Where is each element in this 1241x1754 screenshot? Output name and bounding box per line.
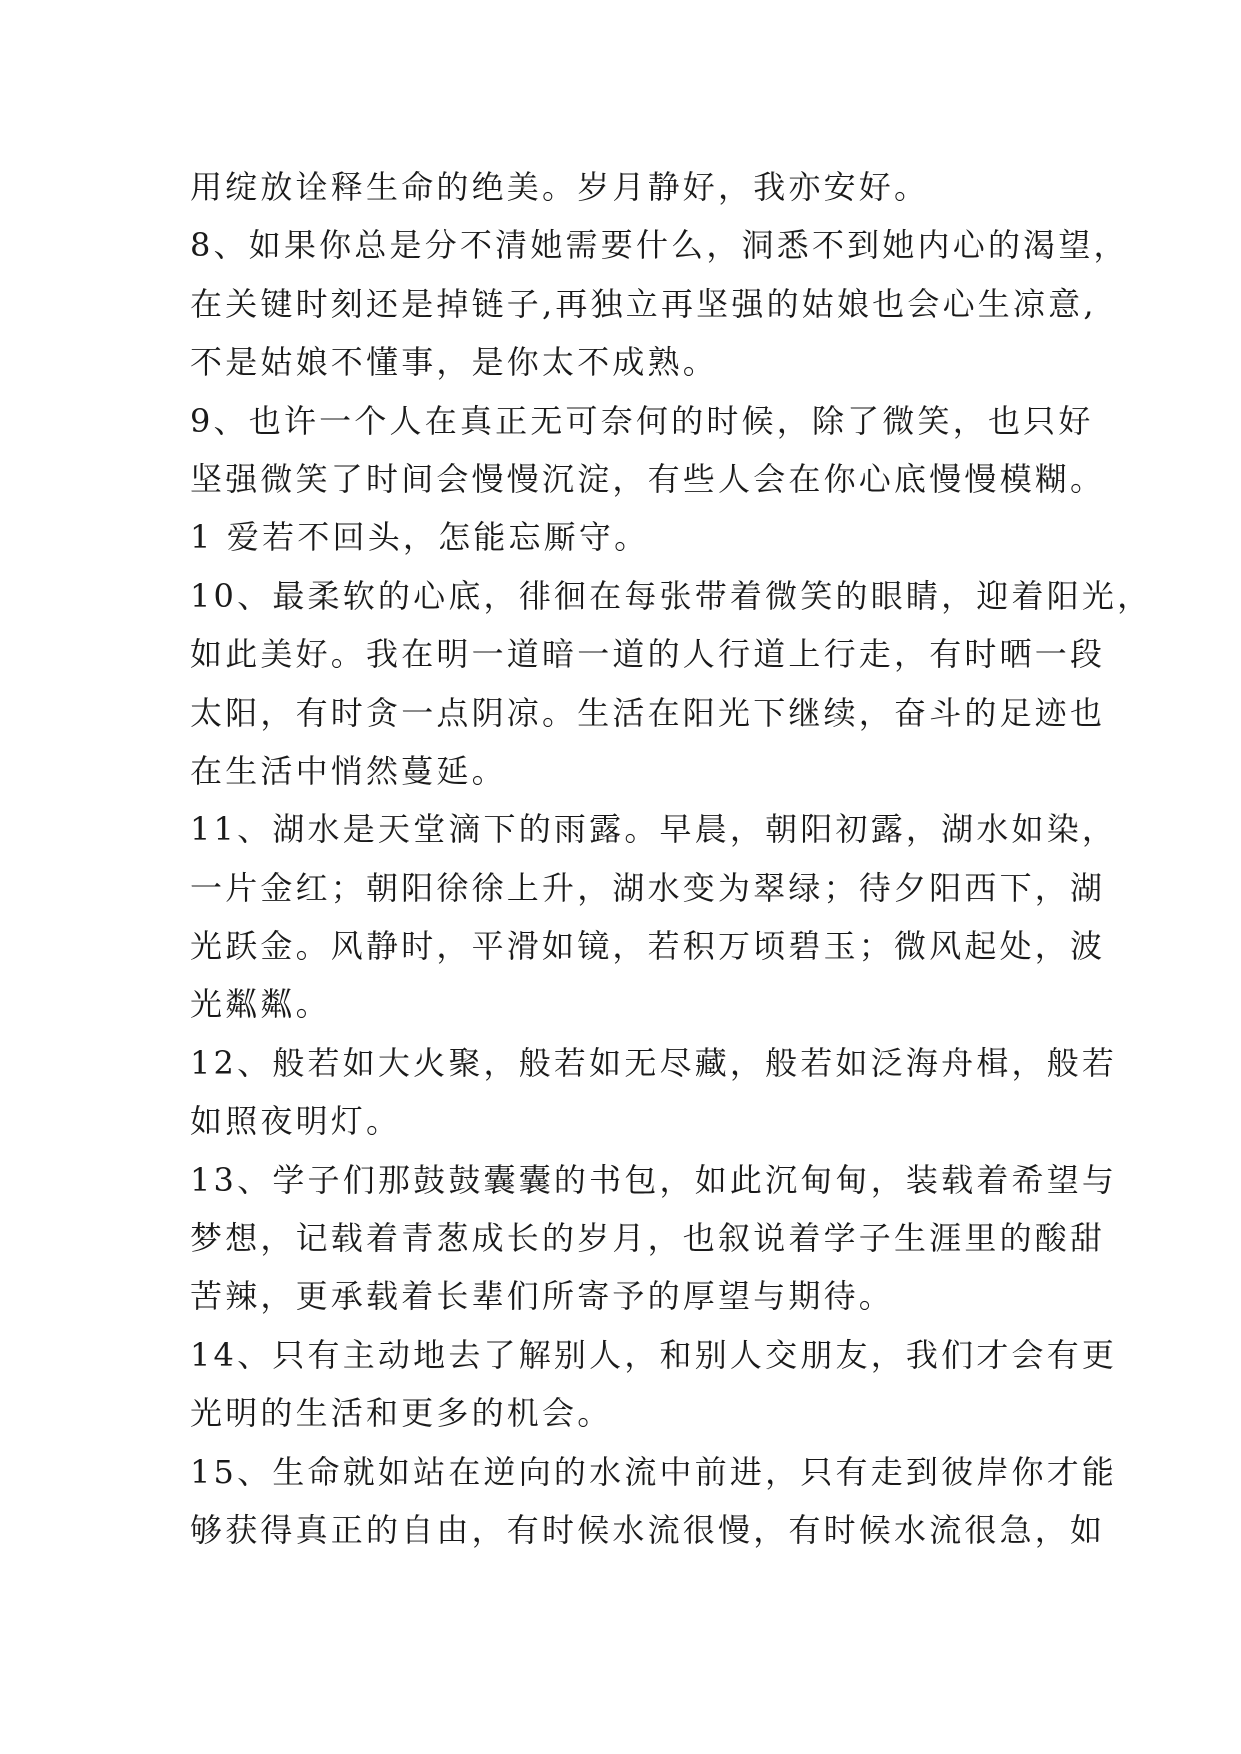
text-line: 14、只有主动地去了解别人，和别人交朋友，我们才会有更 — [190, 1335, 1118, 1374]
text-line: 一片金红；朝阳徐徐上升，湖水变为翠绿；待夕阳西下，湖 — [190, 868, 1106, 907]
text-line: 光明的生活和更多的机会。 — [190, 1394, 613, 1433]
text-line: 10、最柔软的心底，徘徊在每张带着微笑的眼睛，迎着阳光， — [190, 576, 1153, 615]
text-line: 13、学子们那鼓鼓囊囊的书包，如此沉甸甸，装载着希望与 — [190, 1160, 1118, 1199]
text-line: 不是姑娘不懂事，是你太不成熟。 — [190, 343, 719, 382]
text-line: 如照夜明灯。 — [190, 1102, 402, 1141]
text-line: 9、也许一个人在真正无可奈何的时候，除了微笑，也只好 — [190, 401, 1094, 440]
text-line: 够获得真正的自由，有时候水流很慢，有时候水流很急，如 — [190, 1510, 1106, 1549]
text-line: 光跃金。风静时，平滑如镜，若积万顷碧玉；微风起处，波 — [190, 927, 1106, 966]
text-line: 如此美好。我在明一道暗一道的人行道上行走，有时晒一段 — [190, 635, 1106, 674]
text-line: 15、生命就如站在逆向的水流中前进，只有走到彼岸你才能 — [190, 1452, 1118, 1491]
text-line: 梦想，记载着青葱成长的岁月，也叙说着学子生涯里的酸甜 — [190, 1219, 1106, 1258]
text-line: 在生活中悄然蔓延。 — [190, 751, 507, 790]
text-line: 太阳，有时贪一点阴凉。生活在阳光下继续，奋斗的足迹也 — [190, 693, 1106, 732]
text-line: 1 爱若不回头，怎能忘厮守。 — [190, 518, 650, 557]
document-body — [190, 158, 1153, 1559]
text-line: 光粼粼。 — [190, 985, 331, 1024]
text-line: 苦辣，更承载着长辈们所寄予的厚望与期待。 — [190, 1277, 895, 1316]
text-line: 在关键时刻还是掉链子,再独立再坚强的姑娘也会心生凉意, — [190, 284, 1097, 323]
text-line: 坚强微笑了时间会慢慢沉淀，有些人会在你心底慢慢模糊。 — [190, 459, 1106, 498]
text-line: 11、湖水是天堂滴下的雨露。早晨，朝阳初露，湖水如染， — [190, 810, 1118, 849]
text-line: 8、如果你总是分不清她需要什么，洞悉不到她内心的渴望， — [190, 226, 1129, 265]
text-line: 用绽放诠释生命的绝美。岁月静好，我亦安好。 — [190, 168, 930, 206]
text-line: 12、般若如大火聚，般若如无尽藏，般若如泛海舟楫，般若 — [190, 1043, 1118, 1082]
